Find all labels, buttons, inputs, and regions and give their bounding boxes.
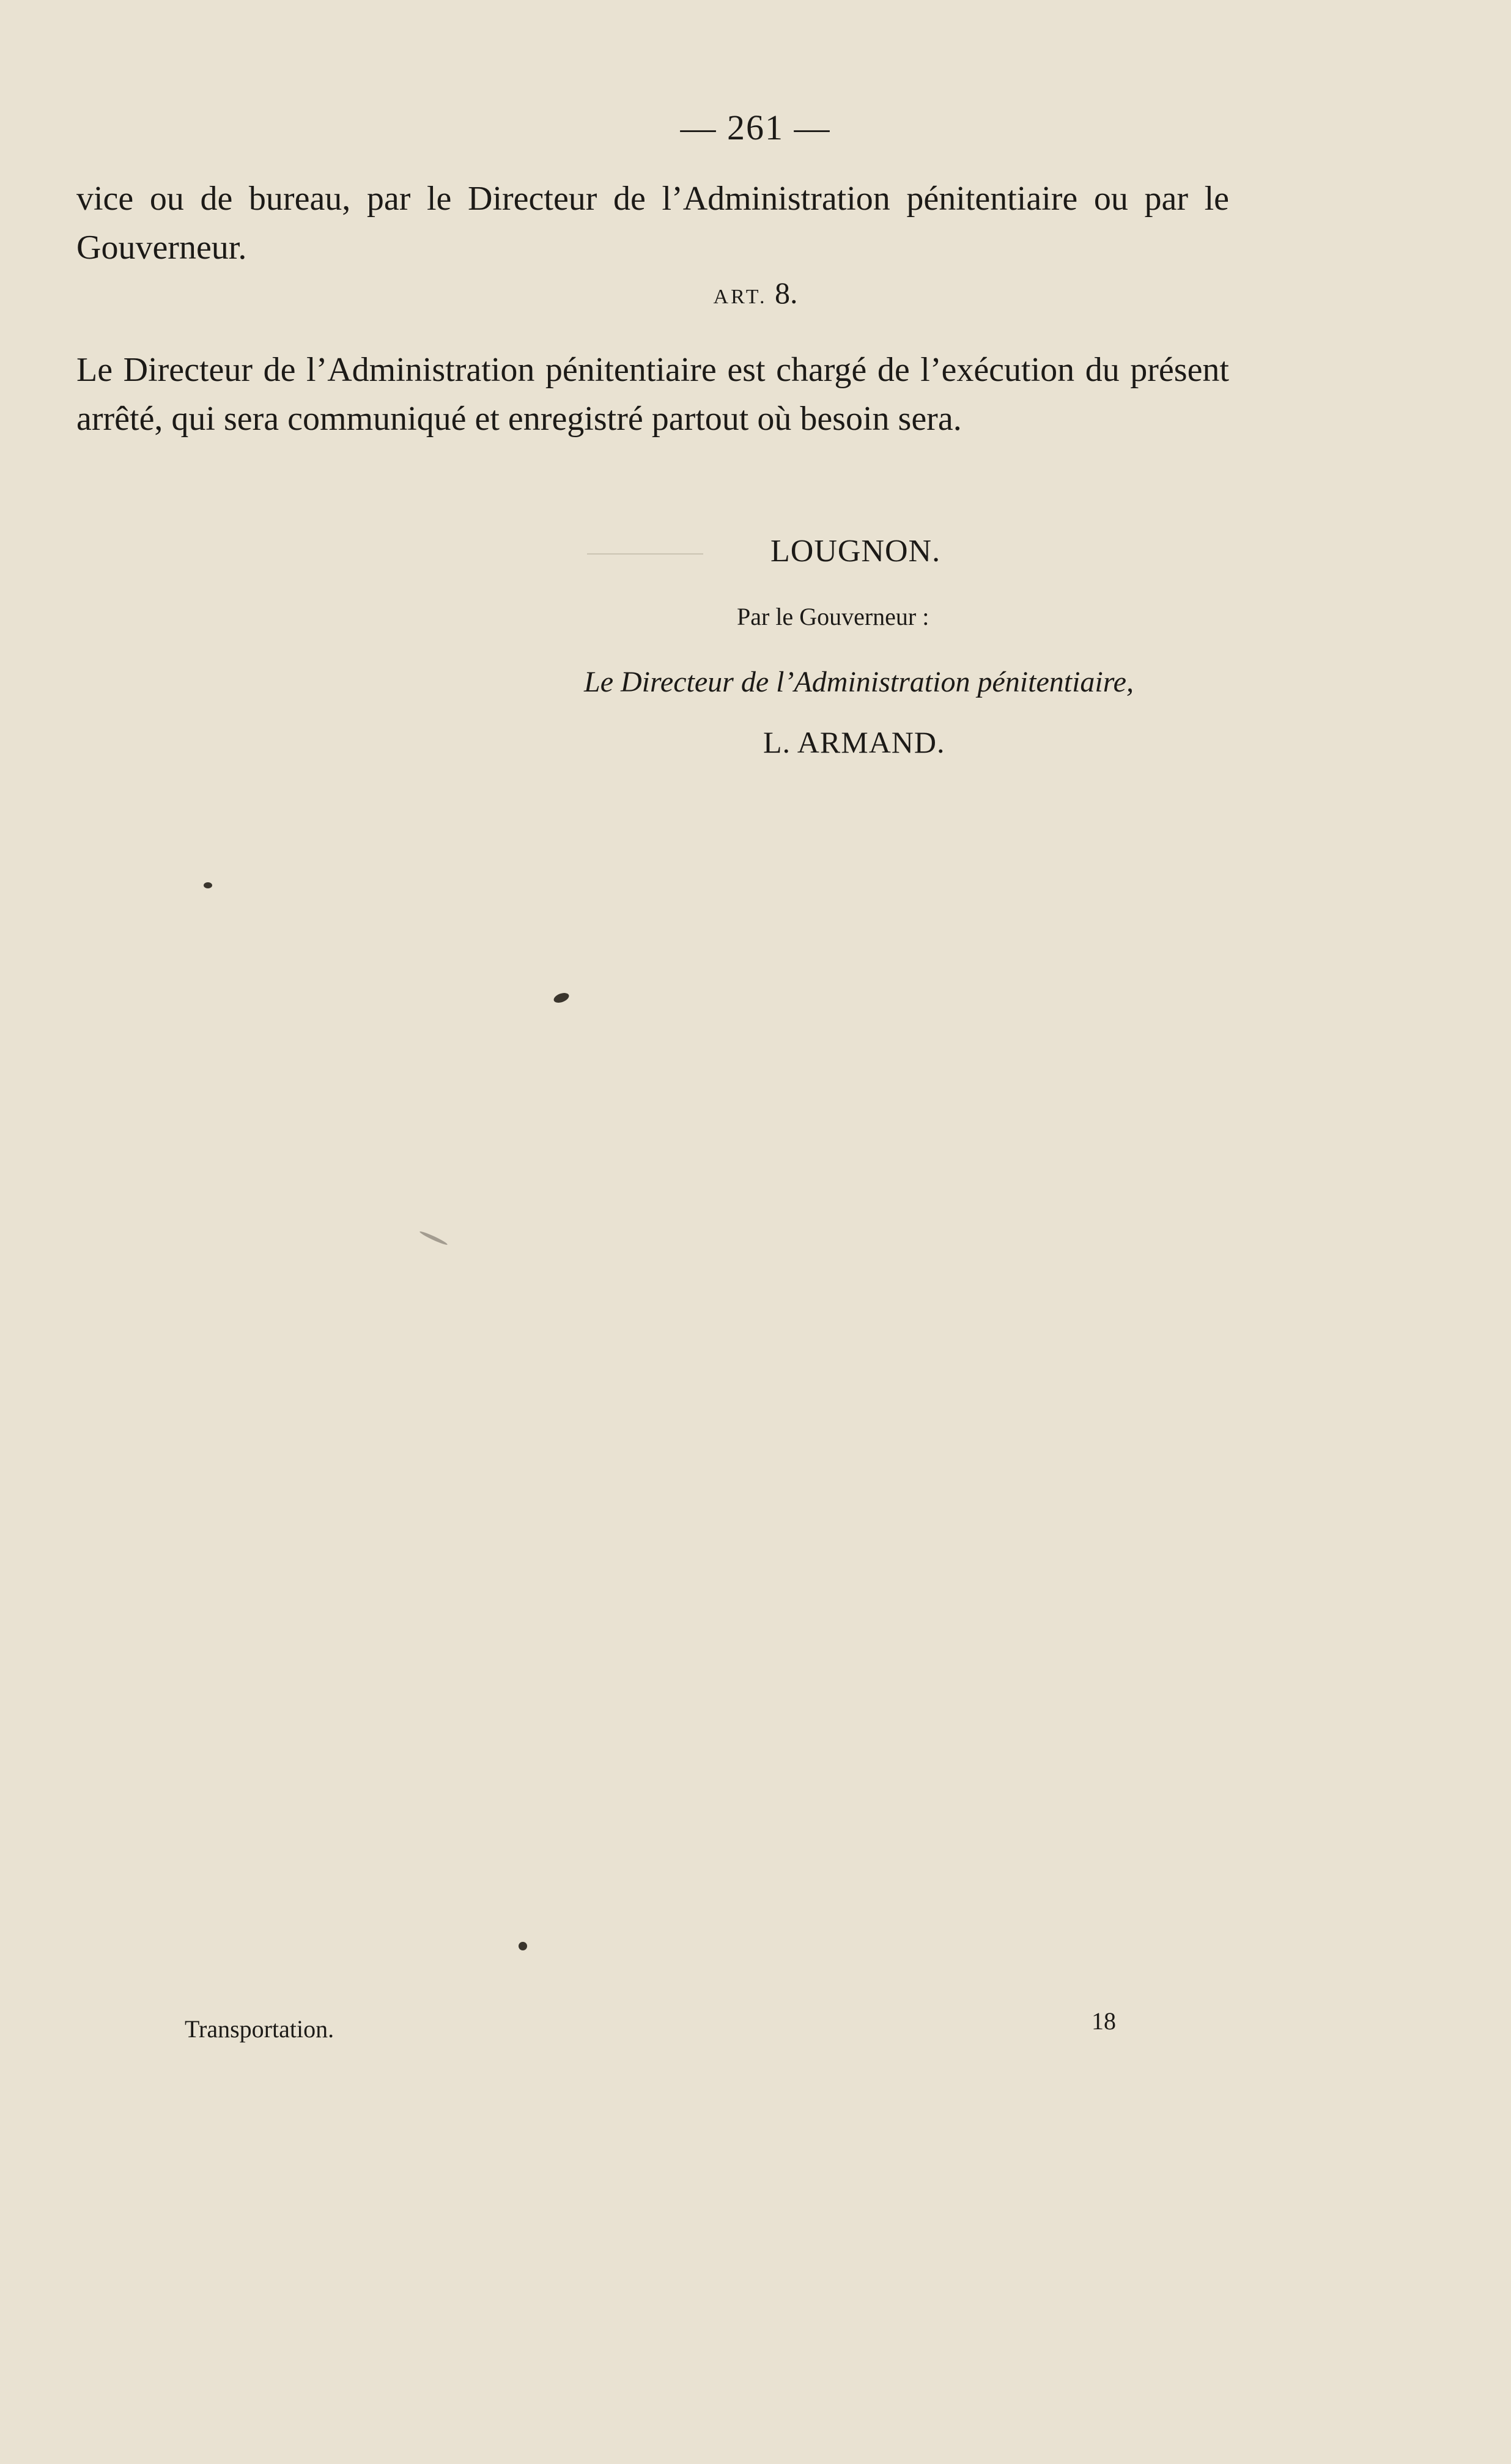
article-heading (0, 275, 1511, 311)
paragraph-1: vice ou de bureau, par le Directeur de l’Administration pénitentiaire ou par le Gouverneur. (76, 180, 1229, 267)
signature-rule (587, 553, 703, 555)
signature-title: Le Directeur de l’Administration pénitentiaire, (584, 666, 1134, 698)
article-prefix: ART. (713, 286, 767, 308)
ink-speck (552, 991, 570, 1005)
paragraph-2: Le Directeur de l’Administration pénitentiaire est chargé de l’exécution du présent arrêté, qui sera communiqué et enregistré partout où besoin sera. (76, 351, 1229, 438)
ink-speck (519, 1942, 527, 1950)
verso-bleed-through (67, 776, 1229, 828)
article-number: 8. (774, 276, 798, 310)
page-number: — 261 — (680, 108, 831, 147)
signature-name: LOUGNON. (770, 534, 941, 569)
signature-name-2: L. ARMAND. (763, 725, 945, 759)
footer-sheet-number: 18 (1092, 2007, 1116, 2035)
ink-speck (419, 1230, 448, 1247)
ink-speck (204, 882, 212, 888)
signature-by-line: Par le Gouverneur : (737, 603, 929, 630)
footer-signature-mark: Transportation. (185, 2015, 334, 2043)
